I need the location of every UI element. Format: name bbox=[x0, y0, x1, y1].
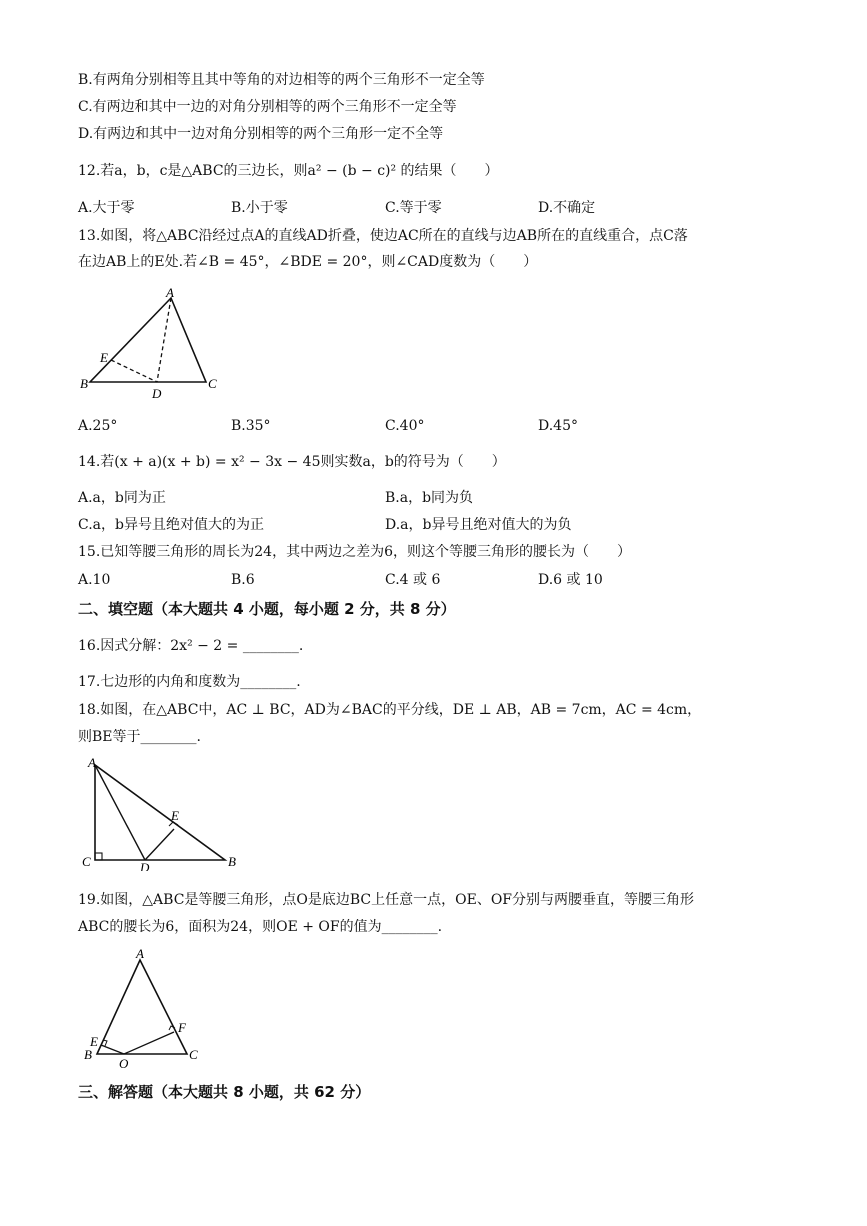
q13-option-d: D.45° bbox=[538, 418, 578, 434]
q18-label-b: B bbox=[228, 854, 236, 869]
q13-stem-line2: 在边AB上的E处.若∠B = 45°，∠BDE = 20°，则∠CAD度数为（ ） bbox=[78, 254, 538, 270]
q19-label-o: O bbox=[119, 1056, 129, 1071]
q17-stem: 17.七边形的内角和度数为________. bbox=[78, 674, 301, 690]
q19-label-b: B bbox=[84, 1047, 92, 1062]
q18-label-a: A bbox=[88, 756, 96, 770]
q13-label-b: B bbox=[80, 376, 88, 391]
q14-option-c: C.a，b异号且绝对值大的为正 bbox=[78, 517, 264, 533]
q18-label-d: D bbox=[140, 860, 150, 871]
q12-option-b: B.小于零 bbox=[231, 200, 288, 216]
q14-option-d: D.a，b异号且绝对值大的为负 bbox=[385, 517, 572, 533]
q12-option-a: A.大于零 bbox=[78, 200, 135, 216]
q13-option-c: C.40° bbox=[385, 418, 425, 434]
q14-option-b: B.a，b同为负 bbox=[385, 490, 474, 506]
q12-option-d: D.不确定 bbox=[538, 200, 596, 216]
q18-figure bbox=[78, 756, 248, 871]
q15-option-d: D.6 或 10 bbox=[538, 572, 603, 588]
q14-option-a: A.a，b同为正 bbox=[78, 490, 166, 506]
q14-stem: 14.若(x + a)(x + b) = x² − 3x − 45则实数a，b的符号为（ ） bbox=[78, 454, 506, 470]
q15-option-c: C.4 或 6 bbox=[385, 572, 441, 588]
q12-option-c: C.等于零 bbox=[385, 200, 442, 216]
q19-label-f: F bbox=[178, 1020, 186, 1035]
q18-label-e: E bbox=[171, 808, 179, 823]
q13-label-e: E bbox=[100, 350, 108, 365]
q11-option-d: D.有两边和其中一边对角分别相等的两个三角形一定不全等 bbox=[78, 126, 444, 142]
q19-label-a: A bbox=[136, 946, 144, 961]
q15-option-b: B.6 bbox=[231, 572, 255, 588]
q13-figure bbox=[78, 282, 228, 402]
q13-option-a: A.25° bbox=[78, 418, 118, 434]
q19-stem-line1: 19.如图，△ABC是等腰三角形，点O是底边BC上任意一点，OE、OF分别与两腰垂直，等腰三角形 bbox=[78, 892, 695, 908]
q18-label-c: C bbox=[82, 854, 91, 869]
q18-stem-line1: 18.如图，在△ABC中，AC ⊥ BC，AD为∠BAC的平分线，DE ⊥ AB，AB = 7cm，AC = 4cm， bbox=[78, 702, 702, 718]
q15-option-a: A.10 bbox=[78, 572, 111, 588]
q13-label-c: C bbox=[208, 376, 217, 391]
q19-label-c: C bbox=[189, 1047, 198, 1062]
q11-option-c: C.有两边和其中一边的对角分别相等的两个三角形不一定全等 bbox=[78, 99, 457, 115]
q12-stem: 12.若a，b，c是△ABC的三边长，则a² − (b − c)² 的结果（ ） bbox=[78, 163, 499, 179]
q19-figure bbox=[78, 946, 208, 1071]
q11-option-b: B.有两角分别相等且其中等角的对边相等的两个三角形不一定全等 bbox=[78, 72, 485, 88]
q19-stem-line2: ABC的腰长为6，面积为24，则OE + OF的值为________. bbox=[78, 919, 443, 935]
q19-label-e: E bbox=[90, 1034, 98, 1049]
q13-option-b: B.35° bbox=[231, 418, 271, 434]
section-3-title: 三、解答题（本大题共 8 小题，共 62 分） bbox=[78, 1083, 371, 1101]
q13-label-a: A bbox=[166, 285, 174, 300]
q13-label-d: D bbox=[152, 386, 162, 401]
q18-stem-line2: 则BE等于________. bbox=[78, 729, 201, 745]
q13-stem-line1: 13.如图，将△ABC沿经过点A的直线AD折叠，使边AC所在的直线与边AB所在的直线重合，点C落 bbox=[78, 228, 688, 244]
q16-stem: 16.因式分解：2x² − 2 = ________. bbox=[78, 638, 304, 654]
q15-stem: 15.已知等腰三角形的周长为24，其中两边之差为6，则这个等腰三角形的腰长为（ ） bbox=[78, 544, 631, 560]
section-2-title: 二、填空题（本大题共 4 小题，每小题 2 分，共 8 分） bbox=[78, 600, 456, 618]
